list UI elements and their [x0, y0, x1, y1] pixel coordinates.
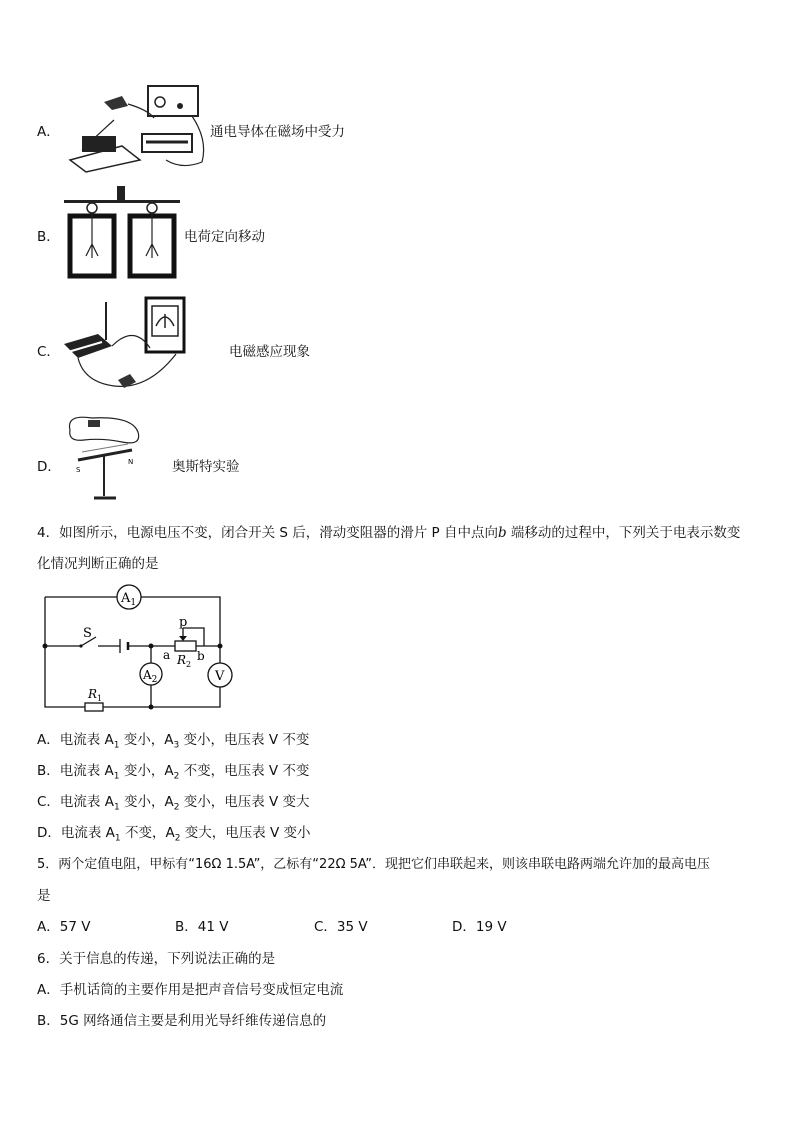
q4-option-c: C．电流表 $A_1$ 变小，$A_2$ 变小，电压表 V 变大	[37, 794, 310, 813]
label-p: p	[179, 615, 188, 630]
q6-stem: 6．关于信息的传递，下列说法正确的是	[37, 951, 276, 967]
q5-stem-line1: 5．两个定值电阻，甲标有“16Ω 1.5A”，乙标有“22Ω 5A”．现把它们串联起来，则该串联电路两端允许加的最高电压	[37, 857, 710, 872]
label-r1: $R_1$	[88, 687, 103, 703]
q4-option-a: A．电流表 $A_1$ 变小，$A_3$ 变小，电压表 V 不变	[37, 732, 310, 751]
q6-option-a: A．手机话筒的主要作用是把声音信号变成恒定电流	[37, 982, 344, 998]
q4-option-d: D．电流表 $A_1$ 不变，$A_2$ 变大，电压表 V 变小	[37, 825, 311, 844]
resistor-r1-symbol	[85, 703, 103, 711]
q5-option-a: A．57 V	[37, 919, 91, 935]
label-r2: $R_2$	[177, 653, 192, 669]
option-a-figure	[62, 80, 210, 176]
q5-option-b: B．41 V	[175, 919, 229, 935]
option-c-caption: 电磁感应现象	[229, 344, 310, 360]
option-a-caption: 通电导体在磁场中受力	[210, 124, 345, 140]
option-d-letter: D．	[37, 459, 61, 475]
label-v: V	[215, 669, 225, 684]
label-b: b	[197, 649, 205, 663]
svg-text:N: N	[128, 458, 134, 466]
q4-stem-b: b	[497, 525, 507, 541]
q4-option-b: B．电流表 $A_1$ 变小，$A_2$ 不变，电压表 V 不变	[37, 763, 310, 782]
option-b-figure	[62, 184, 182, 280]
label-a2: $A_2$	[143, 668, 158, 685]
q4-circuit-diagram	[36, 584, 246, 712]
option-d-figure	[62, 412, 146, 508]
label-a1: $A_1$	[121, 591, 137, 608]
label-s: S	[83, 626, 92, 641]
q6-option-b: B．5G 网络通信主要是利用光导纤维传递信息的	[37, 1013, 327, 1029]
option-a-letter: A．	[37, 124, 60, 140]
option-b-letter: B．	[37, 229, 60, 245]
q5-option-d: D．19 V	[452, 919, 507, 935]
option-d-caption: 奥斯特实验	[172, 459, 240, 475]
label-a: a	[163, 648, 171, 662]
q4-stem-line2: 化情况判断正确的是	[37, 556, 159, 572]
q4-stem-line1: 4．如图所示，电源电压不变，闭合开关 S 后，滑动变阻器的滑片 P 自中点向b 端移动的过程中，下列关于电表示数变	[37, 525, 741, 541]
q5-stem-line2: 是	[37, 888, 51, 904]
option-c-letter: C．	[37, 344, 60, 360]
option-b-caption: 电荷定向移动	[184, 229, 265, 245]
q5-option-c: C．35 V	[314, 919, 368, 935]
svg-text:S: S	[76, 466, 81, 474]
option-c-figure	[58, 294, 190, 398]
